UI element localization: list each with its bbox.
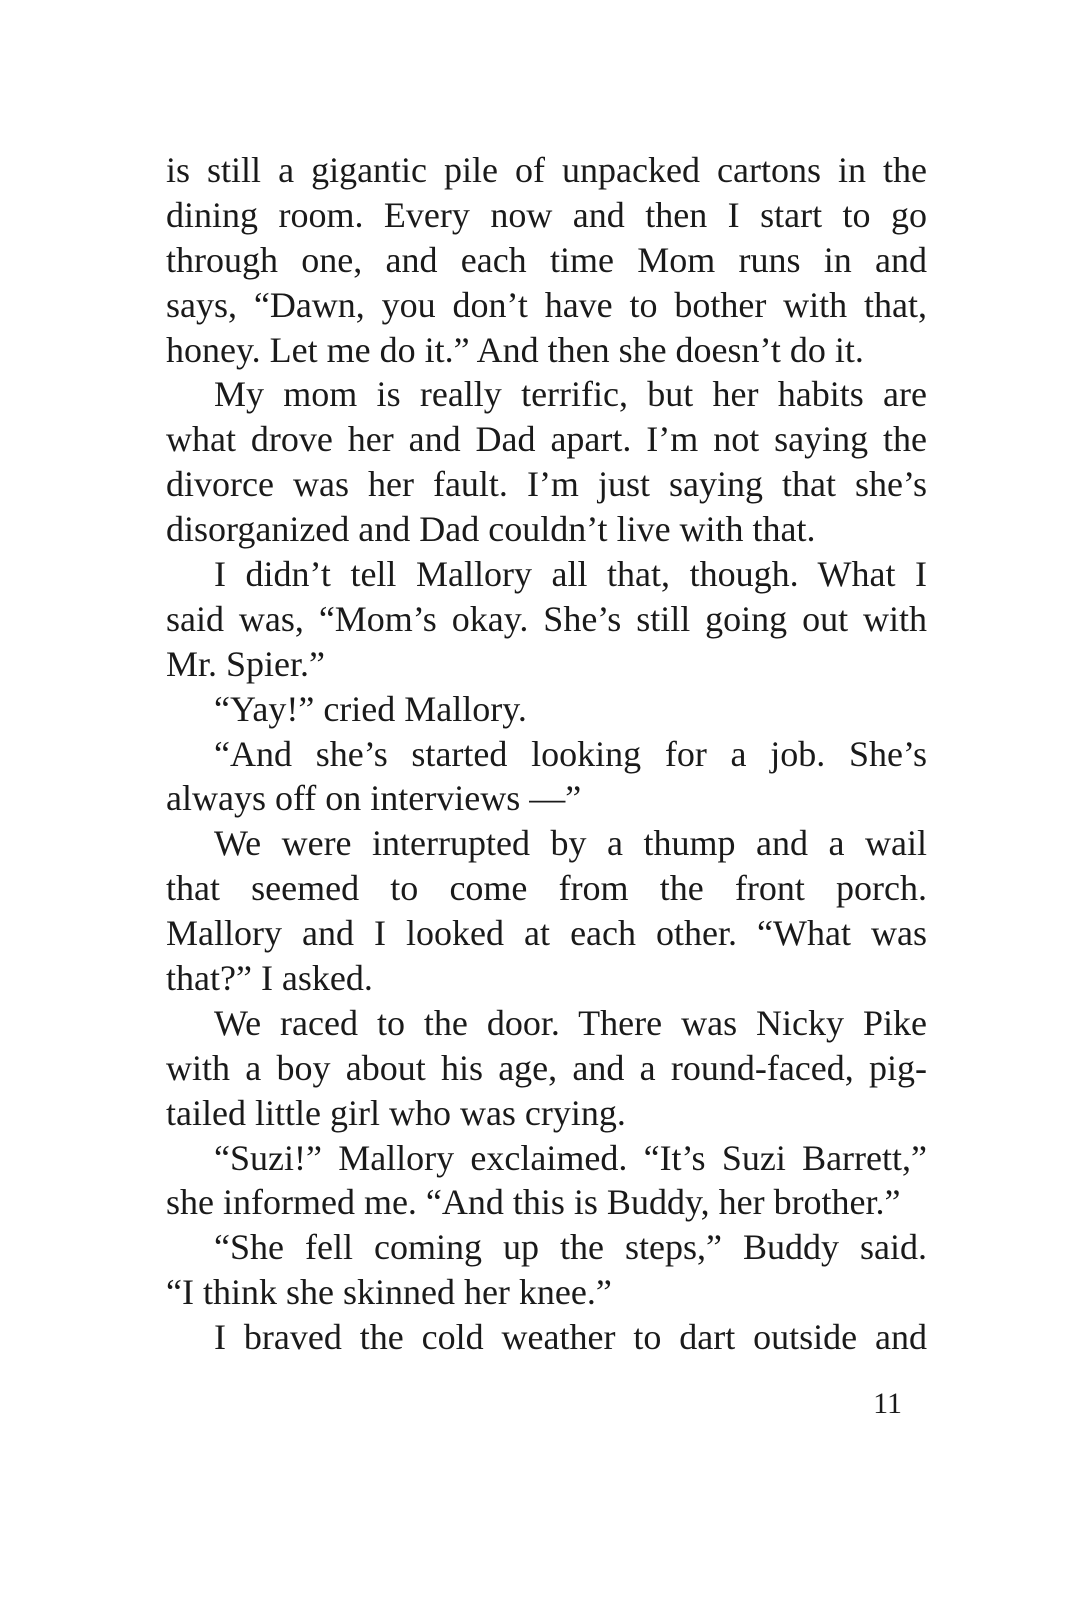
- text-line: dining room. Every now and then I start to go: [166, 194, 927, 235]
- text-line: “Suzi!” Mallory exclaimed. “It’s Suzi Barrett,”: [214, 1137, 927, 1178]
- page-number: 11: [873, 1387, 902, 1420]
- text-line: that?” I asked.: [166, 958, 373, 999]
- text-line: My mom is really terrific, but her habits are: [214, 374, 927, 415]
- body-text: [166, 148, 927, 1360]
- text-line: “She fell coming up the steps,” Buddy said.: [214, 1227, 927, 1268]
- text-line: “Yay!” cried Mallory.: [214, 688, 527, 729]
- text-line: honey. Let me do it.” And then she doesn’t do it.: [166, 329, 864, 370]
- text-line: Mr. Spier.”: [166, 643, 325, 684]
- text-line: disorganized and Dad couldn’t live with that.: [166, 509, 816, 550]
- text-line: I didn’t tell Mallory all that, though. What I: [214, 554, 927, 595]
- text-line: with a boy about his age, and a round-faced, pig-: [166, 1047, 927, 1088]
- text-line: I braved the cold weather to dart outside and: [214, 1317, 927, 1358]
- text-line: is still a gigantic pile of unpacked cartons in the: [166, 150, 927, 190]
- text-line: tailed little girl who was crying.: [166, 1092, 626, 1133]
- text-line: says, “Dawn, you don’t have to bother with that,: [166, 284, 927, 325]
- text-line: “And she’s started looking for a job. She’s: [214, 733, 927, 774]
- text-line: that seemed to come from the front porch.: [166, 868, 927, 909]
- text-line: through one, and each time Mom runs in and: [166, 239, 927, 280]
- text-line: what drove her and Dad apart. I’m not saying the: [166, 419, 927, 460]
- text-line: she informed me. “And this is Buddy, her brother.”: [166, 1182, 901, 1223]
- text-line: We were interrupted by a thump and a wail: [214, 823, 927, 864]
- text-line: Mallory and I looked at each other. “What was: [166, 913, 927, 954]
- text-line: divorce was her fault. I’m just saying that she’s: [166, 464, 927, 505]
- text-line: said was, “Mom’s okay. She’s still going out with: [166, 598, 927, 639]
- text-line: “I think she skinned her knee.”: [166, 1272, 612, 1313]
- text-line: We raced to the door. There was Nicky Pike: [214, 1002, 927, 1043]
- text-line: always off on interviews —”: [166, 778, 582, 819]
